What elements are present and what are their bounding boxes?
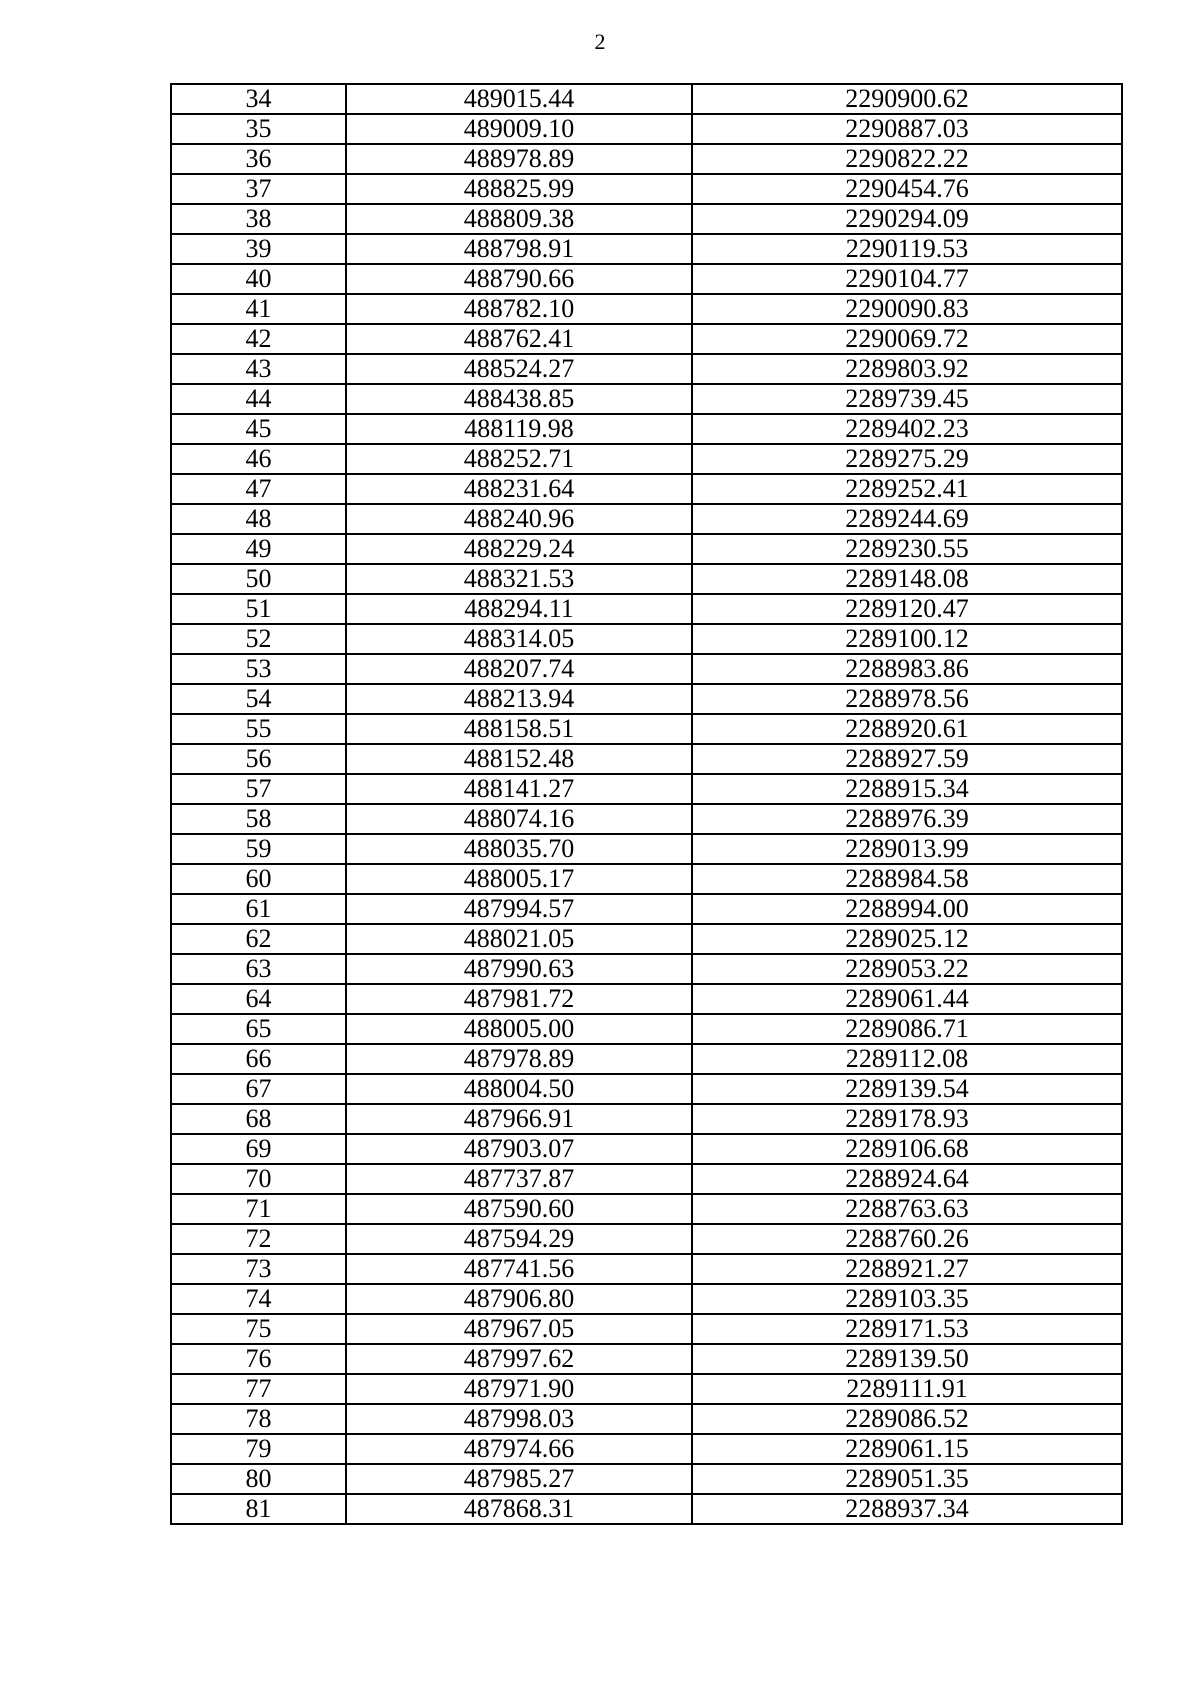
point-number-cell: 67 bbox=[171, 1074, 346, 1104]
table-row bbox=[171, 1494, 1122, 1524]
x-coordinate-cell: 488035.70 bbox=[346, 834, 692, 864]
point-number-cell: 71 bbox=[171, 1194, 346, 1224]
table-row bbox=[171, 864, 1122, 894]
y-coordinate-cell: 2288984.58 bbox=[692, 864, 1122, 894]
y-coordinate-cell: 2289148.08 bbox=[692, 564, 1122, 594]
x-coordinate-cell: 487966.91 bbox=[346, 1104, 692, 1134]
x-coordinate-cell: 488978.89 bbox=[346, 144, 692, 174]
point-number-cell: 66 bbox=[171, 1044, 346, 1074]
point-number-cell: 40 bbox=[171, 264, 346, 294]
table-row bbox=[171, 504, 1122, 534]
point-number-cell: 36 bbox=[171, 144, 346, 174]
point-number-cell: 53 bbox=[171, 654, 346, 684]
x-coordinate-cell: 488782.10 bbox=[346, 294, 692, 324]
y-coordinate-cell: 2289051.35 bbox=[692, 1464, 1122, 1494]
y-coordinate-cell: 2289061.44 bbox=[692, 984, 1122, 1014]
y-coordinate-cell: 2289013.99 bbox=[692, 834, 1122, 864]
point-number-cell: 55 bbox=[171, 714, 346, 744]
table-row bbox=[171, 144, 1122, 174]
table-row bbox=[171, 1164, 1122, 1194]
y-coordinate-cell: 2289275.29 bbox=[692, 444, 1122, 474]
y-coordinate-cell: 2288760.26 bbox=[692, 1224, 1122, 1254]
table-row bbox=[171, 1014, 1122, 1044]
x-coordinate-cell: 488074.16 bbox=[346, 804, 692, 834]
point-number-cell: 68 bbox=[171, 1104, 346, 1134]
x-coordinate-cell: 488021.05 bbox=[346, 924, 692, 954]
coordinate-table-body bbox=[171, 84, 1122, 1524]
table-row bbox=[171, 1104, 1122, 1134]
y-coordinate-cell: 2289178.93 bbox=[692, 1104, 1122, 1134]
table-row bbox=[171, 534, 1122, 564]
table-row bbox=[171, 564, 1122, 594]
table-row bbox=[171, 384, 1122, 414]
y-coordinate-cell: 2288924.64 bbox=[692, 1164, 1122, 1194]
point-number-cell: 73 bbox=[171, 1254, 346, 1284]
table-row bbox=[171, 354, 1122, 384]
table-row bbox=[171, 1074, 1122, 1104]
point-number-cell: 59 bbox=[171, 834, 346, 864]
x-coordinate-cell: 488294.11 bbox=[346, 594, 692, 624]
x-coordinate-cell: 487741.56 bbox=[346, 1254, 692, 1284]
table-row bbox=[171, 444, 1122, 474]
point-number-cell: 42 bbox=[171, 324, 346, 354]
table-row bbox=[171, 834, 1122, 864]
table-row bbox=[171, 1194, 1122, 1224]
table-row bbox=[171, 1374, 1122, 1404]
y-coordinate-cell: 2289139.54 bbox=[692, 1074, 1122, 1104]
y-coordinate-cell: 2289803.92 bbox=[692, 354, 1122, 384]
point-number-cell: 50 bbox=[171, 564, 346, 594]
table-row bbox=[171, 954, 1122, 984]
y-coordinate-cell: 2290090.83 bbox=[692, 294, 1122, 324]
x-coordinate-cell: 487594.29 bbox=[346, 1224, 692, 1254]
x-coordinate-cell: 488314.05 bbox=[346, 624, 692, 654]
point-number-cell: 78 bbox=[171, 1404, 346, 1434]
point-number-cell: 69 bbox=[171, 1134, 346, 1164]
x-coordinate-cell: 487974.66 bbox=[346, 1434, 692, 1464]
table-row bbox=[171, 654, 1122, 684]
x-coordinate-cell: 487903.07 bbox=[346, 1134, 692, 1164]
table-row bbox=[171, 684, 1122, 714]
y-coordinate-cell: 2288994.00 bbox=[692, 894, 1122, 924]
point-number-cell: 58 bbox=[171, 804, 346, 834]
y-coordinate-cell: 2290887.03 bbox=[692, 114, 1122, 144]
y-coordinate-cell: 2289111.91 bbox=[692, 1374, 1122, 1404]
point-number-cell: 63 bbox=[171, 954, 346, 984]
x-coordinate-cell: 487906.80 bbox=[346, 1284, 692, 1314]
y-coordinate-cell: 2289171.53 bbox=[692, 1314, 1122, 1344]
y-coordinate-cell: 2290822.22 bbox=[692, 144, 1122, 174]
x-coordinate-cell: 487590.60 bbox=[346, 1194, 692, 1224]
point-number-cell: 72 bbox=[171, 1224, 346, 1254]
x-coordinate-cell: 488004.50 bbox=[346, 1074, 692, 1104]
x-coordinate-cell: 488438.85 bbox=[346, 384, 692, 414]
table-row bbox=[171, 1464, 1122, 1494]
table-row bbox=[171, 84, 1122, 114]
x-coordinate-cell: 488207.74 bbox=[346, 654, 692, 684]
y-coordinate-cell: 2289061.15 bbox=[692, 1434, 1122, 1464]
y-coordinate-cell: 2289139.50 bbox=[692, 1344, 1122, 1374]
x-coordinate-cell: 488005.17 bbox=[346, 864, 692, 894]
point-number-cell: 46 bbox=[171, 444, 346, 474]
point-number-cell: 70 bbox=[171, 1164, 346, 1194]
table-row bbox=[171, 624, 1122, 654]
y-coordinate-cell: 2288978.56 bbox=[692, 684, 1122, 714]
x-coordinate-cell: 489009.10 bbox=[346, 114, 692, 144]
y-coordinate-cell: 2289103.35 bbox=[692, 1284, 1122, 1314]
point-number-cell: 81 bbox=[171, 1494, 346, 1524]
x-coordinate-cell: 488158.51 bbox=[346, 714, 692, 744]
point-number-cell: 57 bbox=[171, 774, 346, 804]
x-coordinate-cell: 488809.38 bbox=[346, 204, 692, 234]
x-coordinate-cell: 487967.05 bbox=[346, 1314, 692, 1344]
table-row bbox=[171, 1134, 1122, 1164]
x-coordinate-cell: 487868.31 bbox=[346, 1494, 692, 1524]
x-coordinate-cell: 488762.41 bbox=[346, 324, 692, 354]
table-row bbox=[171, 1314, 1122, 1344]
x-coordinate-cell: 488798.91 bbox=[346, 234, 692, 264]
x-coordinate-cell: 488825.99 bbox=[346, 174, 692, 204]
point-number-cell: 62 bbox=[171, 924, 346, 954]
x-coordinate-cell: 488213.94 bbox=[346, 684, 692, 714]
point-number-cell: 44 bbox=[171, 384, 346, 414]
table-row bbox=[171, 414, 1122, 444]
table-row bbox=[171, 924, 1122, 954]
coordinate-table bbox=[170, 83, 1123, 1525]
point-number-cell: 43 bbox=[171, 354, 346, 384]
x-coordinate-cell: 488790.66 bbox=[346, 264, 692, 294]
x-coordinate-cell: 488229.24 bbox=[346, 534, 692, 564]
y-coordinate-cell: 2290900.62 bbox=[692, 84, 1122, 114]
table-row bbox=[171, 1404, 1122, 1434]
y-coordinate-cell: 2289739.45 bbox=[692, 384, 1122, 414]
point-number-cell: 74 bbox=[171, 1284, 346, 1314]
x-coordinate-cell: 488321.53 bbox=[346, 564, 692, 594]
x-coordinate-cell: 489015.44 bbox=[346, 84, 692, 114]
y-coordinate-cell: 2290294.09 bbox=[692, 204, 1122, 234]
table-row bbox=[171, 894, 1122, 924]
x-coordinate-cell: 487997.62 bbox=[346, 1344, 692, 1374]
x-coordinate-cell: 488524.27 bbox=[346, 354, 692, 384]
y-coordinate-cell: 2288920.61 bbox=[692, 714, 1122, 744]
point-number-cell: 76 bbox=[171, 1344, 346, 1374]
y-coordinate-cell: 2288983.86 bbox=[692, 654, 1122, 684]
y-coordinate-cell: 2289402.23 bbox=[692, 414, 1122, 444]
point-number-cell: 64 bbox=[171, 984, 346, 1014]
y-coordinate-cell: 2289053.22 bbox=[692, 954, 1122, 984]
y-coordinate-cell: 2289112.08 bbox=[692, 1044, 1122, 1074]
table-row bbox=[171, 174, 1122, 204]
y-coordinate-cell: 2290069.72 bbox=[692, 324, 1122, 354]
table-row bbox=[171, 1254, 1122, 1284]
point-number-cell: 35 bbox=[171, 114, 346, 144]
point-number-cell: 37 bbox=[171, 174, 346, 204]
x-coordinate-cell: 487998.03 bbox=[346, 1404, 692, 1434]
table-row bbox=[171, 204, 1122, 234]
y-coordinate-cell: 2289086.52 bbox=[692, 1404, 1122, 1434]
y-coordinate-cell: 2288921.27 bbox=[692, 1254, 1122, 1284]
point-number-cell: 80 bbox=[171, 1464, 346, 1494]
y-coordinate-cell: 2289100.12 bbox=[692, 624, 1122, 654]
point-number-cell: 77 bbox=[171, 1374, 346, 1404]
y-coordinate-cell: 2289244.69 bbox=[692, 504, 1122, 534]
table-row bbox=[171, 234, 1122, 264]
x-coordinate-cell: 488252.71 bbox=[346, 444, 692, 474]
point-number-cell: 60 bbox=[171, 864, 346, 894]
point-number-cell: 39 bbox=[171, 234, 346, 264]
x-coordinate-cell: 488231.64 bbox=[346, 474, 692, 504]
point-number-cell: 34 bbox=[171, 84, 346, 114]
y-coordinate-cell: 2289106.68 bbox=[692, 1134, 1122, 1164]
table-row bbox=[171, 984, 1122, 1014]
y-coordinate-cell: 2288976.39 bbox=[692, 804, 1122, 834]
point-number-cell: 41 bbox=[171, 294, 346, 324]
table-row bbox=[171, 324, 1122, 354]
point-number-cell: 52 bbox=[171, 624, 346, 654]
x-coordinate-cell: 488119.98 bbox=[346, 414, 692, 444]
x-coordinate-cell: 487981.72 bbox=[346, 984, 692, 1014]
y-coordinate-cell: 2290454.76 bbox=[692, 174, 1122, 204]
point-number-cell: 61 bbox=[171, 894, 346, 924]
table-row bbox=[171, 264, 1122, 294]
x-coordinate-cell: 488152.48 bbox=[346, 744, 692, 774]
point-number-cell: 38 bbox=[171, 204, 346, 234]
table-row bbox=[171, 1284, 1122, 1314]
table-row bbox=[171, 714, 1122, 744]
point-number-cell: 79 bbox=[171, 1434, 346, 1464]
y-coordinate-cell: 2288915.34 bbox=[692, 774, 1122, 804]
table-row bbox=[171, 804, 1122, 834]
point-number-cell: 47 bbox=[171, 474, 346, 504]
y-coordinate-cell: 2289120.47 bbox=[692, 594, 1122, 624]
y-coordinate-cell: 2289025.12 bbox=[692, 924, 1122, 954]
point-number-cell: 45 bbox=[171, 414, 346, 444]
table-row bbox=[171, 744, 1122, 774]
y-coordinate-cell: 2290119.53 bbox=[692, 234, 1122, 264]
x-coordinate-cell: 488141.27 bbox=[346, 774, 692, 804]
table-row bbox=[171, 774, 1122, 804]
table-row bbox=[171, 1344, 1122, 1374]
point-number-cell: 48 bbox=[171, 504, 346, 534]
table-row bbox=[171, 114, 1122, 144]
page-number: 2 bbox=[594, 29, 606, 54]
x-coordinate-cell: 487990.63 bbox=[346, 954, 692, 984]
x-coordinate-cell: 487985.27 bbox=[346, 1464, 692, 1494]
table-row bbox=[171, 474, 1122, 504]
y-coordinate-cell: 2288763.63 bbox=[692, 1194, 1122, 1224]
x-coordinate-cell: 488240.96 bbox=[346, 504, 692, 534]
x-coordinate-cell: 487994.57 bbox=[346, 894, 692, 924]
y-coordinate-cell: 2290104.77 bbox=[692, 264, 1122, 294]
point-number-cell: 49 bbox=[171, 534, 346, 564]
y-coordinate-cell: 2289252.41 bbox=[692, 474, 1122, 504]
x-coordinate-cell: 487737.87 bbox=[346, 1164, 692, 1194]
x-coordinate-cell: 487978.89 bbox=[346, 1044, 692, 1074]
point-number-cell: 54 bbox=[171, 684, 346, 714]
x-coordinate-cell: 487971.90 bbox=[346, 1374, 692, 1404]
table-row bbox=[171, 294, 1122, 324]
y-coordinate-cell: 2289086.71 bbox=[692, 1014, 1122, 1044]
table-row bbox=[171, 1044, 1122, 1074]
point-number-cell: 75 bbox=[171, 1314, 346, 1344]
x-coordinate-cell: 488005.00 bbox=[346, 1014, 692, 1044]
point-number-cell: 65 bbox=[171, 1014, 346, 1044]
table-row bbox=[171, 1434, 1122, 1464]
table-row bbox=[171, 594, 1122, 624]
y-coordinate-cell: 2288937.34 bbox=[692, 1494, 1122, 1524]
point-number-cell: 51 bbox=[171, 594, 346, 624]
y-coordinate-cell: 2289230.55 bbox=[692, 534, 1122, 564]
point-number-cell: 56 bbox=[171, 744, 346, 774]
table-row bbox=[171, 1224, 1122, 1254]
y-coordinate-cell: 2288927.59 bbox=[692, 744, 1122, 774]
